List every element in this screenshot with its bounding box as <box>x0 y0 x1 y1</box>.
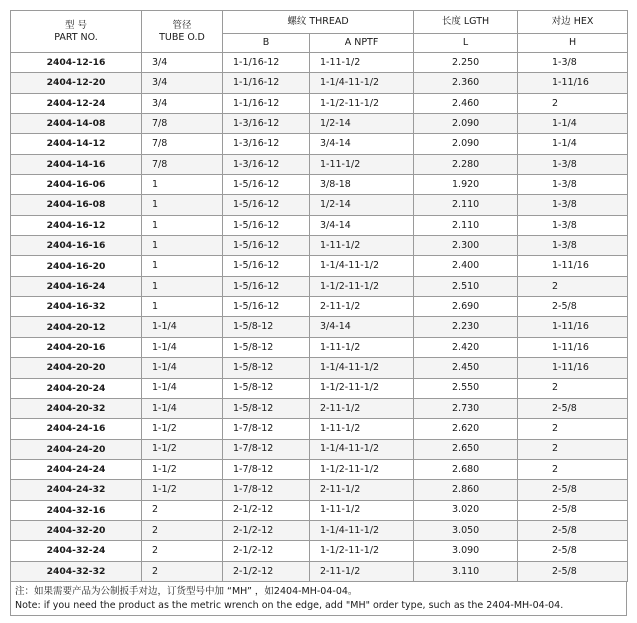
cell-hex: 2-5/8 <box>518 541 628 561</box>
cell-length: 2.730 <box>414 398 518 418</box>
cell-thread-anptf: 1-1/4-11-1/2 <box>310 439 414 459</box>
table-row <box>11 297 628 317</box>
cell-tube-od: 1-1/4 <box>142 337 223 357</box>
cell-thread-anptf: 1-1/4-11-1/2 <box>310 256 414 276</box>
cell-tube-od: 1 <box>142 236 223 256</box>
cell-thread-b: 1-7/8-12 <box>223 439 310 459</box>
header-sub-b: B <box>223 34 310 53</box>
cell-thread-anptf: 1-11-1/2 <box>310 154 414 174</box>
cell-tube-od: 1 <box>142 215 223 235</box>
cell-hex: 1-3/8 <box>518 175 628 195</box>
cell-hex: 1-3/8 <box>518 236 628 256</box>
cell-thread-anptf: 1-1/4-11-1/2 <box>310 520 414 540</box>
cell-hex: 1-11/16 <box>518 73 628 93</box>
header-sub-anptf: A NPTF <box>310 34 414 53</box>
cell-thread-b: 1-3/16-12 <box>223 134 310 154</box>
cell-length: 2.300 <box>414 236 518 256</box>
cell-thread-anptf: 3/8-18 <box>310 175 414 195</box>
header-tube-en: TUBE O.D <box>159 31 205 43</box>
cell-part-no: 2404-14-08 <box>11 114 142 134</box>
cell-thread-anptf: 3/4-14 <box>310 134 414 154</box>
cell-hex: 1-1/4 <box>518 134 628 154</box>
cell-thread-b: 2-1/2-12 <box>223 500 310 520</box>
cell-length: 1.920 <box>414 175 518 195</box>
cell-tube-od: 1 <box>142 276 223 296</box>
cell-hex: 1-11/16 <box>518 358 628 378</box>
cell-length: 2.550 <box>414 378 518 398</box>
table-row <box>11 439 628 459</box>
cell-thread-anptf: 2-11-1/2 <box>310 398 414 418</box>
cell-part-no: 2404-32-16 <box>11 500 142 520</box>
table-row <box>11 276 628 296</box>
table-row <box>11 175 628 195</box>
cell-hex: 2-5/8 <box>518 480 628 500</box>
spec-sheet <box>10 10 627 616</box>
cell-tube-od: 1-1/4 <box>142 317 223 337</box>
header-part-en: PART NO. <box>54 31 98 43</box>
table-row <box>11 337 628 357</box>
cell-thread-anptf: 1-1/2-11-1/2 <box>310 276 414 296</box>
cell-hex: 1-11/16 <box>518 337 628 357</box>
table-row <box>11 378 628 398</box>
table-row <box>11 541 628 561</box>
cell-tube-od: 1-1/2 <box>142 419 223 439</box>
cell-thread-anptf: 2-11-1/2 <box>310 297 414 317</box>
cell-hex: 1-3/8 <box>518 154 628 174</box>
cell-tube-od: 1 <box>142 297 223 317</box>
cell-hex: 1-3/8 <box>518 215 628 235</box>
cell-thread-b: 1-3/16-12 <box>223 114 310 134</box>
cell-tube-od: 2 <box>142 500 223 520</box>
header-hex: 对边 HEX <box>518 11 628 34</box>
cell-thread-b: 1-1/16-12 <box>223 53 310 73</box>
cell-tube-od: 1 <box>142 195 223 215</box>
footnote-cn: 注：如果需要产品为公制扳手对边，订货型号中加 “MH” ，如2404-MH-04-04。 <box>15 585 358 597</box>
cell-part-no: 2404-32-32 <box>11 561 142 581</box>
cell-hex: 2 <box>518 378 628 398</box>
cell-thread-anptf: 2-11-1/2 <box>310 480 414 500</box>
cell-thread-b: 1-5/16-12 <box>223 215 310 235</box>
header-length: 长度 LGTH <box>414 11 518 34</box>
cell-thread-b: 2-1/2-12 <box>223 541 310 561</box>
table-row <box>11 53 628 73</box>
cell-length: 2.250 <box>414 53 518 73</box>
cell-hex: 1-1/4 <box>518 114 628 134</box>
cell-length: 3.090 <box>414 541 518 561</box>
cell-part-no: 2404-12-16 <box>11 53 142 73</box>
cell-length: 3.020 <box>414 500 518 520</box>
cell-length: 2.110 <box>414 215 518 235</box>
cell-tube-od: 3/4 <box>142 53 223 73</box>
cell-thread-anptf: 1-1/2-11-1/2 <box>310 459 414 479</box>
table-row <box>11 93 628 113</box>
cell-thread-b: 1-3/16-12 <box>223 154 310 174</box>
cell-thread-anptf: 1-11-1/2 <box>310 236 414 256</box>
cell-part-no: 2404-24-32 <box>11 480 142 500</box>
cell-length: 2.510 <box>414 276 518 296</box>
cell-tube-od: 2 <box>142 541 223 561</box>
cell-thread-anptf: 1-11-1/2 <box>310 419 414 439</box>
cell-length: 2.110 <box>414 195 518 215</box>
cell-thread-anptf: 1-1/4-11-1/2 <box>310 73 414 93</box>
cell-hex: 1-11/16 <box>518 256 628 276</box>
cell-tube-od: 1-1/2 <box>142 439 223 459</box>
cell-part-no: 2404-20-12 <box>11 317 142 337</box>
cell-thread-b: 2-1/2-12 <box>223 561 310 581</box>
cell-hex: 2-5/8 <box>518 297 628 317</box>
cell-part-no: 2404-12-24 <box>11 93 142 113</box>
cell-tube-od: 1-1/4 <box>142 378 223 398</box>
cell-thread-b: 1-7/8-12 <box>223 480 310 500</box>
cell-thread-anptf: 1/2-14 <box>310 195 414 215</box>
cell-length: 2.690 <box>414 297 518 317</box>
cell-length: 2.280 <box>414 154 518 174</box>
cell-thread-b: 1-5/16-12 <box>223 256 310 276</box>
cell-thread-anptf: 2-11-1/2 <box>310 561 414 581</box>
cell-part-no: 2404-16-20 <box>11 256 142 276</box>
cell-thread-anptf: 1-1/2-11-1/2 <box>310 541 414 561</box>
cell-part-no: 2404-20-32 <box>11 398 142 418</box>
cell-tube-od: 7/8 <box>142 114 223 134</box>
cell-part-no: 2404-32-24 <box>11 541 142 561</box>
cell-tube-od: 7/8 <box>142 134 223 154</box>
cell-length: 2.230 <box>414 317 518 337</box>
cell-hex: 2 <box>518 419 628 439</box>
header-thread: 螺纹 THREAD <box>223 11 414 34</box>
cell-hex: 2-5/8 <box>518 500 628 520</box>
cell-thread-b: 1-1/16-12 <box>223 73 310 93</box>
cell-length: 2.450 <box>414 358 518 378</box>
cell-thread-anptf: 1-11-1/2 <box>310 53 414 73</box>
table-row <box>11 398 628 418</box>
cell-tube-od: 7/8 <box>142 154 223 174</box>
cell-hex: 2 <box>518 276 628 296</box>
cell-thread-b: 1-5/16-12 <box>223 175 310 195</box>
cell-length: 2.360 <box>414 73 518 93</box>
cell-hex: 1-3/8 <box>518 195 628 215</box>
cell-length: 3.110 <box>414 561 518 581</box>
cell-tube-od: 2 <box>142 561 223 581</box>
table-row <box>11 459 628 479</box>
cell-thread-b: 1-5/16-12 <box>223 195 310 215</box>
cell-thread-b: 1-5/16-12 <box>223 236 310 256</box>
cell-part-no: 2404-16-12 <box>11 215 142 235</box>
cell-length: 2.400 <box>414 256 518 276</box>
cell-thread-b: 1-7/8-12 <box>223 419 310 439</box>
table-row <box>11 256 628 276</box>
cell-length: 2.090 <box>414 114 518 134</box>
cell-thread-b: 1-5/8-12 <box>223 317 310 337</box>
cell-part-no: 2404-20-24 <box>11 378 142 398</box>
table-row <box>11 500 628 520</box>
cell-tube-od: 3/4 <box>142 93 223 113</box>
table-row <box>11 134 628 154</box>
table-row <box>11 73 628 93</box>
cell-thread-anptf: 1-11-1/2 <box>310 337 414 357</box>
table-row <box>11 114 628 134</box>
cell-thread-b: 1-1/16-12 <box>223 93 310 113</box>
table-row <box>11 358 628 378</box>
cell-hex: 2 <box>518 459 628 479</box>
cell-length: 2.650 <box>414 439 518 459</box>
cell-thread-b: 1-7/8-12 <box>223 459 310 479</box>
cell-length: 2.420 <box>414 337 518 357</box>
cell-thread-b: 1-5/8-12 <box>223 378 310 398</box>
footnote <box>10 582 627 616</box>
header-part-cn: 型 号 <box>64 20 88 31</box>
header-part-no <box>11 11 142 53</box>
cell-part-no: 2404-12-20 <box>11 73 142 93</box>
cell-thread-b: 1-5/8-12 <box>223 337 310 357</box>
table-row <box>11 419 628 439</box>
cell-length: 2.680 <box>414 459 518 479</box>
cell-tube-od: 1-1/4 <box>142 398 223 418</box>
table-row <box>11 236 628 256</box>
spec-table <box>10 10 628 582</box>
cell-hex: 2-5/8 <box>518 561 628 581</box>
table-row <box>11 154 628 174</box>
cell-part-no: 2404-20-16 <box>11 337 142 357</box>
header-sub-h: H <box>518 34 628 53</box>
cell-thread-b: 2-1/2-12 <box>223 520 310 540</box>
footnote-en: Note: if you need the product as the metric wrench on the edge, add "MH" order type, such as the 2404-MH-04-04. <box>15 599 564 611</box>
table-row <box>11 561 628 581</box>
cell-thread-anptf: 1-1/2-11-1/2 <box>310 378 414 398</box>
table-row <box>11 195 628 215</box>
cell-thread-anptf: 1-1/4-11-1/2 <box>310 358 414 378</box>
cell-thread-anptf: 3/4-14 <box>310 317 414 337</box>
cell-part-no: 2404-20-20 <box>11 358 142 378</box>
cell-tube-od: 1-1/2 <box>142 480 223 500</box>
cell-hex: 1-3/8 <box>518 53 628 73</box>
cell-part-no: 2404-16-08 <box>11 195 142 215</box>
cell-part-no: 2404-16-32 <box>11 297 142 317</box>
cell-hex: 2-5/8 <box>518 520 628 540</box>
cell-hex: 2-5/8 <box>518 398 628 418</box>
cell-thread-anptf: 1/2-14 <box>310 114 414 134</box>
cell-tube-od: 3/4 <box>142 73 223 93</box>
cell-thread-b: 1-5/16-12 <box>223 276 310 296</box>
cell-thread-b: 1-5/16-12 <box>223 297 310 317</box>
cell-length: 2.460 <box>414 93 518 113</box>
cell-part-no: 2404-14-12 <box>11 134 142 154</box>
cell-tube-od: 2 <box>142 520 223 540</box>
cell-length: 2.860 <box>414 480 518 500</box>
cell-part-no: 2404-16-24 <box>11 276 142 296</box>
cell-part-no: 2404-24-24 <box>11 459 142 479</box>
cell-thread-b: 1-5/8-12 <box>223 398 310 418</box>
cell-tube-od: 1 <box>142 175 223 195</box>
cell-tube-od: 1-1/4 <box>142 358 223 378</box>
table-row <box>11 317 628 337</box>
cell-thread-anptf: 1-1/2-11-1/2 <box>310 93 414 113</box>
spec-table-body <box>11 53 628 582</box>
header-sub-l: L <box>414 34 518 53</box>
header-tube-cn: 管径 <box>172 20 192 31</box>
table-row <box>11 215 628 235</box>
cell-thread-b: 1-5/8-12 <box>223 358 310 378</box>
cell-tube-od: 1-1/2 <box>142 459 223 479</box>
cell-part-no: 2404-16-16 <box>11 236 142 256</box>
table-row <box>11 480 628 500</box>
cell-length: 3.050 <box>414 520 518 540</box>
cell-length: 2.620 <box>414 419 518 439</box>
header-tube-od <box>142 11 223 53</box>
cell-part-no: 2404-14-16 <box>11 154 142 174</box>
cell-hex: 2 <box>518 439 628 459</box>
cell-hex: 2 <box>518 93 628 113</box>
cell-tube-od: 1 <box>142 256 223 276</box>
cell-hex: 1-11/16 <box>518 317 628 337</box>
table-row <box>11 520 628 540</box>
cell-part-no: 2404-24-20 <box>11 439 142 459</box>
cell-part-no: 2404-32-20 <box>11 520 142 540</box>
cell-thread-anptf: 3/4-14 <box>310 215 414 235</box>
cell-part-no: 2404-16-06 <box>11 175 142 195</box>
cell-part-no: 2404-24-16 <box>11 419 142 439</box>
cell-thread-anptf: 1-11-1/2 <box>310 500 414 520</box>
cell-length: 2.090 <box>414 134 518 154</box>
